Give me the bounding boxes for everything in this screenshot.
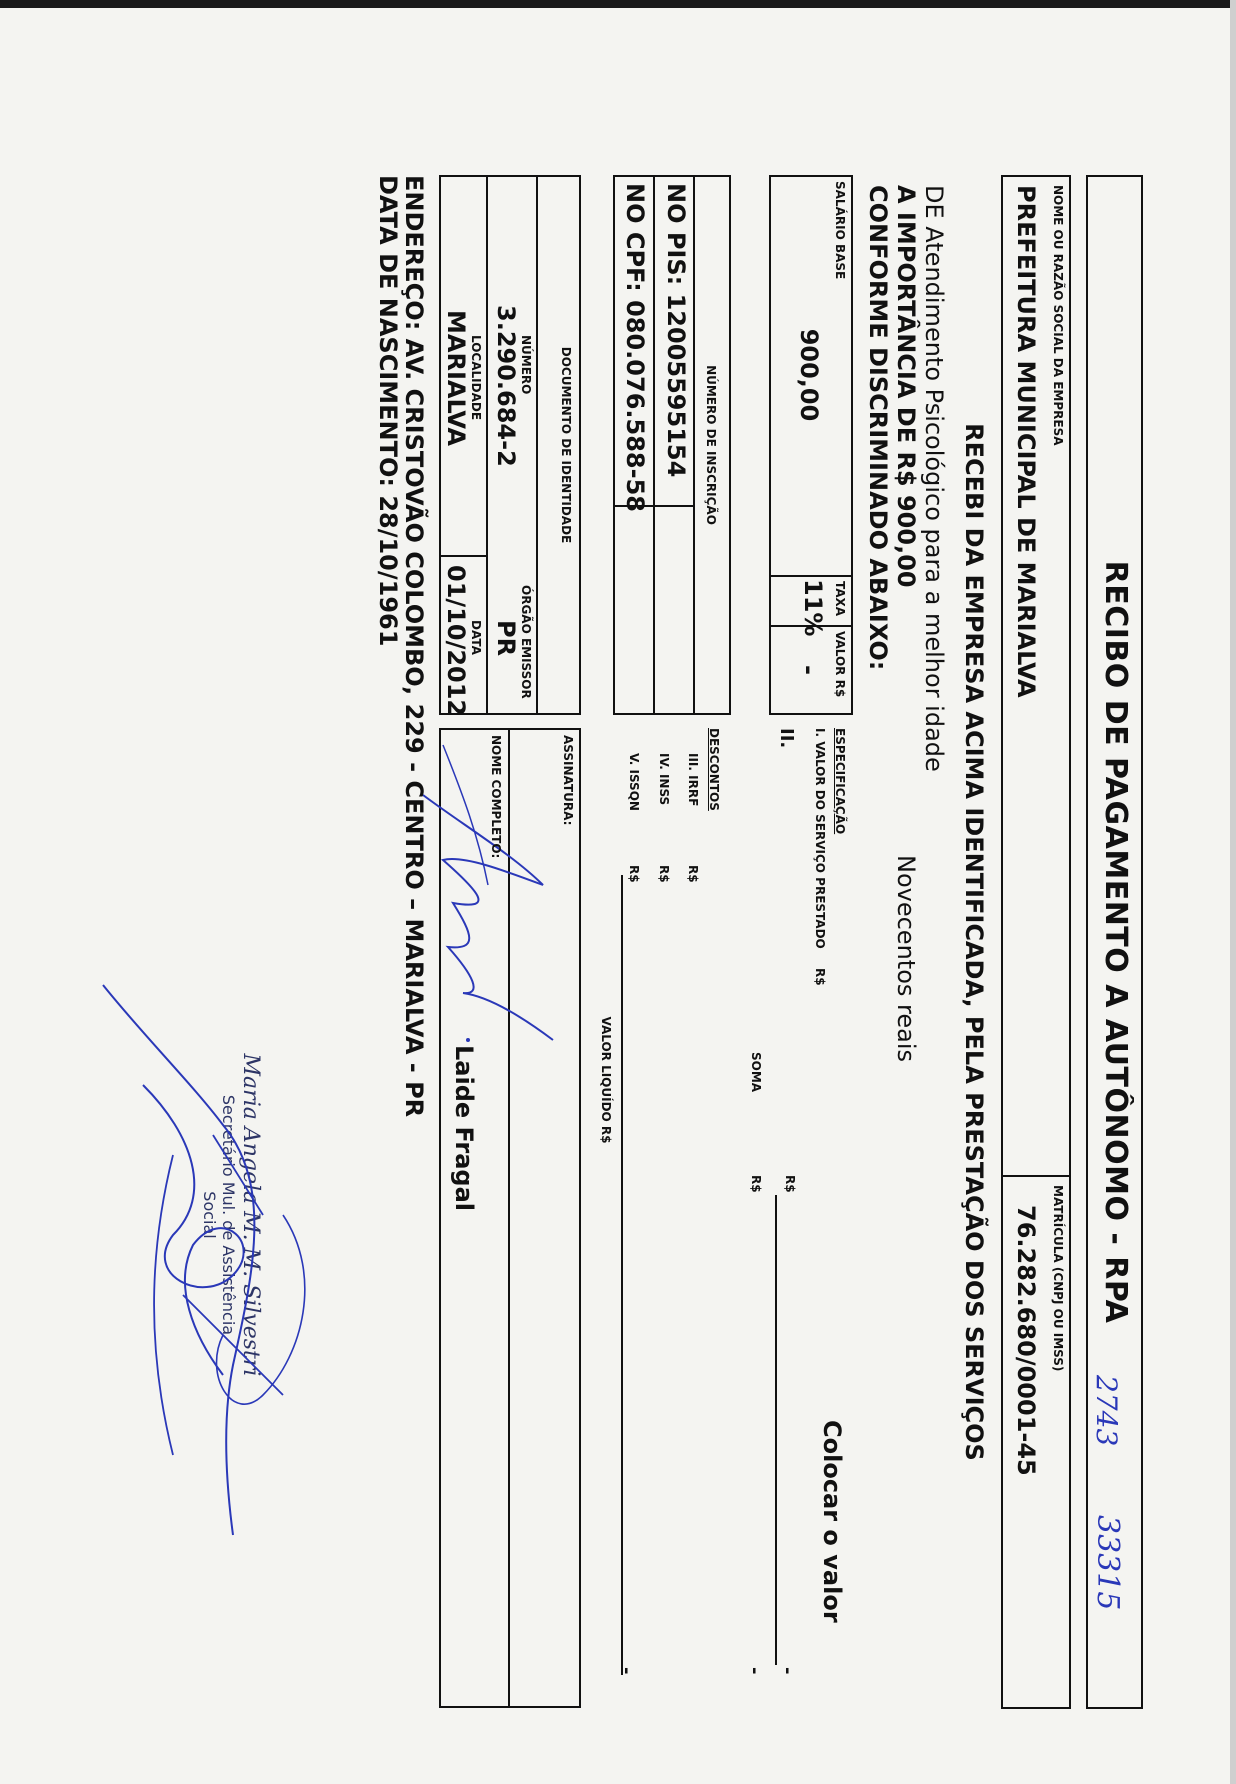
salary-divider-1 — [769, 575, 853, 577]
sum-currency: R$ — [749, 1175, 763, 1193]
rate-label: TAXA — [833, 581, 847, 617]
birth-date: DATA DE NASCIMENTO: 28/10/1961 — [374, 175, 402, 647]
handwritten-number-1: 2743 — [1090, 1375, 1123, 1447]
full-name-value: Laide Fragal — [450, 1045, 478, 1212]
scan-right-edge — [1230, 0, 1236, 1784]
salary-value: - — [795, 665, 823, 675]
item-2-value-line — [775, 1195, 777, 1665]
rpa-receipt-form — [53, 175, 1143, 1709]
issuer-value: PR — [492, 620, 520, 657]
address: ENDEREÇO: AV. CRISTOVÃO COLOMBO, 229 - CENTRO – MARIALVA - PR — [400, 175, 428, 1118]
sum-label: SOMA — [749, 1052, 763, 1093]
issuer-label: ÓRGÃO EMISSOR — [519, 585, 533, 699]
company-divider — [1001, 1175, 1071, 1177]
item-2-label: II. — [776, 728, 797, 749]
rate-value: 11% — [799, 579, 827, 637]
stamp-role-line-2: Social — [200, 1191, 219, 1239]
registration-row-line-2 — [653, 175, 655, 715]
company-registration: 76.282.680/0001-45 — [1012, 1205, 1040, 1476]
irrf-currency: R$ — [686, 865, 700, 883]
discount-total-line — [621, 875, 623, 1675]
company-name: PREFEITURA MUNICIPAL DE MARIALVA — [1012, 185, 1040, 698]
fill-value-note: Colocar o valor — [818, 1420, 846, 1623]
net-value: - — [616, 1667, 637, 1675]
location-label: LOCALIDADE — [469, 335, 483, 421]
registration-row-line-1 — [693, 175, 695, 715]
full-name-label: NOME COMPLETO: — [489, 735, 503, 859]
item-2-currency: R$ — [783, 1175, 797, 1193]
pis-number: NO PIS: 12005595154 — [662, 183, 690, 478]
irrf-label: III. IRRF — [686, 753, 700, 807]
issqn-label: V. ISSQN — [627, 753, 641, 811]
receipt-title: RECIBO DE PAGAMENTO A AUTÔNOMO - RPA — [1098, 560, 1133, 1324]
service-value-item: I. VALOR DO SERVIÇO PRESTADO — [813, 728, 827, 949]
base-salary-value: 900,00 — [795, 328, 823, 422]
identity-header-line — [536, 175, 538, 715]
inss-currency: R$ — [657, 865, 671, 883]
stamp-name: Maria Angela M. M. Silvestri — [238, 1053, 263, 1377]
net-value-label: VALOR LIQUÍDO R$ — [599, 1016, 613, 1144]
statement-line-3: A IMPORTÂNCIA DE R$ 900,00 — [892, 185, 920, 588]
inss-label: IV. INSS — [657, 753, 671, 806]
identity-col-line — [439, 555, 488, 557]
identity-header: DOCUMENTO DE IDENTIDADE — [559, 346, 573, 544]
amount-in-words: Novecentos reais — [892, 855, 920, 1062]
registration-numbers-label: NÚMERO DE INSCRIÇÃO — [704, 365, 718, 525]
sum-value: - — [744, 1667, 765, 1675]
cpf-number: NO CPF: 080.076.588-58 — [621, 183, 649, 512]
item-2-value: - — [777, 1667, 798, 1675]
scan-top-edge — [0, 0, 1236, 8]
secretary-signature — [83, 975, 343, 1635]
statement-line-2: DE Atendimento Psicológico para a melhor idade — [920, 185, 948, 772]
discounts-label: DESCONTOS — [707, 728, 721, 811]
specification-label: ESPECIFICAÇÃO — [833, 728, 847, 835]
identity-row-line — [486, 175, 488, 715]
location-value: MARIALVA — [442, 310, 470, 446]
handwritten-number-2: 33315 — [1090, 1515, 1125, 1611]
date-label: DATA — [469, 620, 483, 655]
identity-number-label: NÚMERO — [519, 335, 533, 395]
service-value-currency: R$ — [813, 968, 827, 986]
base-salary-label: SALÁRIO BASE — [833, 181, 847, 280]
salary-value-label: VALOR R$ — [833, 631, 847, 698]
signature-label: ASSINATURA: — [561, 735, 575, 826]
statement-line-1: RECEBI DA EMPRESA ACIMA IDENTIFICADA, PELA PRESTAÇÃO DOS SERVIÇOS — [960, 423, 988, 1461]
registration-label: MATRÍCULA (CNPJ OU IMSS) — [1051, 1185, 1065, 1372]
stamp-role-line-1: Secretário Mul. de Assistência — [219, 1094, 238, 1336]
company-name-label: NOME OU RAZÃO SOCIAL DA EMPRESA — [1051, 185, 1065, 446]
issqn-currency: R$ — [627, 865, 641, 883]
statement-line-4: CONFORME DISCRIMINADO ABAIXO: — [864, 185, 892, 671]
date-value: 01/10/2012 — [442, 565, 470, 717]
identity-number: 3.290.684-2 — [492, 305, 520, 467]
